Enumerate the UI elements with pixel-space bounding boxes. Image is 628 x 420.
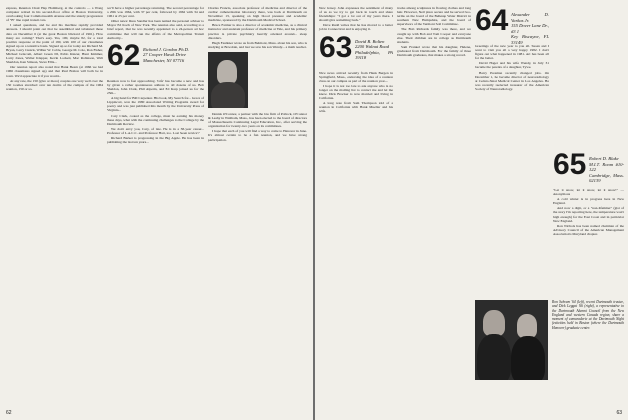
person-left-face bbox=[483, 310, 505, 336]
paragraph: New Jersey. John expresses the sentiment of many of us as we try to get back in touch and share friendships: "I got a lot out of my years there. I should give something back." bbox=[319, 6, 393, 23]
paragraph: Richard Barker is progressing in the Big Apple. He has been in publishing the last ten years... bbox=[107, 135, 204, 145]
page-number: 62 bbox=[6, 410, 12, 416]
class-heading-62 bbox=[107, 38, 204, 77]
paragraph: Our reunion report also noted that Hank Bearn (at 1966 we had 1966 classmates signed up) and that Paul Bolton will both be in town. We'd appreciate it if you would... bbox=[6, 65, 103, 78]
right-column-1 bbox=[319, 6, 393, 115]
right-column-3 bbox=[475, 6, 549, 92]
paragraph: The Bob Richards family was there, and we caught up with Bob and Tom Cooper and everyone else. Their children are in college as Dartmouth students. bbox=[397, 27, 471, 44]
class-number: 64 bbox=[475, 4, 509, 37]
photo-wrapper bbox=[208, 50, 307, 112]
paragraph: A big hand for Bill Carpenter. His book, My Search for... Grace of Lippincott, won the 1980 Associated Writing Programs award for poetry and was just published this month by the University Press of Virginia... bbox=[107, 96, 204, 113]
left-column-3 bbox=[208, 6, 307, 143]
paragraph: Sam Frankel wrote that his daughter, Helene, graduated from Dartmouth. For the family of three Dartmouth graduates, that makes a strong record. bbox=[397, 44, 471, 58]
class-number: 65 bbox=[553, 148, 587, 181]
paragraph: A cold winter is in progress here in New England. bbox=[553, 197, 624, 206]
class-heading-63 bbox=[319, 30, 393, 69]
left-column-2 bbox=[107, 6, 204, 145]
class-secretary-city: Cambridge, Mass. 02139 bbox=[589, 172, 624, 184]
class-secretary-address: 155 Dover Lane Dr., #3 1 bbox=[511, 23, 549, 34]
portrait-face bbox=[217, 60, 237, 84]
paragraph: we'll have a higher percentage returning. The second percentage for a 20th was 1964, with 37 per cent, followed by 1962 with 34 and 1961 at 25 per cent. bbox=[107, 6, 204, 19]
paragraph: I hope that each of you will find a way to come to Hanover in June. It's almost certain to be a fun reunion, and we have strong participation. bbox=[208, 129, 307, 142]
class-secretary-info bbox=[511, 12, 549, 46]
paragraph: I hope it is not too late to ask anyone who is no longer on the mailing list to contact me and let me know. Dick Brocker is now married and living in California. bbox=[319, 83, 393, 101]
right-page bbox=[315, 0, 628, 420]
paragraph: Barry Presman recently changed jobs. On December 1, he became director of neuroradiology at Cedars-Sinai Medical Center in Los Angeles. He was recently reelected treasurer of the American Society of Neuroradiology. bbox=[475, 70, 549, 91]
left-column-1 bbox=[6, 6, 103, 92]
class-number: 62 bbox=[107, 38, 141, 72]
paragraph: Bruce Farmer is also a director of academic medicine, as a clinical instructor and assistant professor of medicine at Yale, and his primary practice is private psychiatry heavily oriented around... sleep disorders. bbox=[208, 23, 307, 40]
class-secretary-info bbox=[589, 156, 624, 184]
paragraph: Greetings of the new year to you all. Susan and I went to visit you all a very happy 1982. I don't figure out what happened in 1981. Art has been all for the better. bbox=[475, 44, 549, 61]
class-secretary-city: Key Biscayne, FL 33149 bbox=[511, 34, 549, 45]
paragraph: At any rate, the 150 (give or more) couples one very well over the 150 roomes stretched over ten dorms of the campus of the 1964 reunion, 150 or so. bbox=[6, 78, 103, 91]
portrait-suit bbox=[211, 82, 245, 108]
photo-caption: Ron Schram '64 (left), recent Dartmouth trustee, and Dick Leggat '66 (right), a representative to the Dartmouth Alumni Council from the New England and western Canada region, share a moment of camaraderie at the Dartmouth Night festivities held in Boston (where the Dartmouth Hanover) graduate center. bbox=[552, 300, 624, 330]
paragraph: Hugh Faulkner wrote us from Belmont, Mass. about his son, who is studying at Bowdoin, and last we saw his son Wendy... a math teacher. bbox=[208, 40, 307, 49]
class-secretary-name: Alexander D. Varkas Jr. bbox=[511, 12, 549, 23]
paragraph: Nice news arrived recently from Hank Bergen in Springfield, Mass., endorsing the idea of a reunion class on our campus as part of the reunion year.... bbox=[319, 70, 393, 83]
left-page bbox=[0, 0, 313, 420]
class-secretary-info bbox=[143, 47, 189, 64]
class-secretary-info bbox=[355, 39, 393, 61]
paragraph: Charles Francis, associate professor of medicine and director of the cardiac catheterization laboratory there, was back at Dartmouth on November 13, speaking on high blood pressure and academic medicine, sponsored by the Dartmouth Medical School. bbox=[208, 6, 307, 23]
paragraph: Ron Nichols has been named chairman of the Advisory Council of the American Management Association's Maryland chapter. bbox=[553, 223, 624, 236]
paragraph: Reunion now is fast approaching. 'Life' has become a new and has by given a rather spontaneous address to all dozens of us. Bob Sheldon, John Clark, Phil Alperin, and Ed Karp joined us for the 25th... bbox=[107, 78, 204, 96]
paragraph: A long note from Sam Thompson told of a reunion in California with Hank Mueller and his wife. bbox=[319, 101, 393, 114]
right-column-2 bbox=[397, 6, 471, 58]
paragraph: Cary Clark, coated as the college, must be earning his money these days, what with the continuing challenges to the College by the Dartmouth Review. bbox=[107, 113, 204, 126]
class-number: 63 bbox=[319, 30, 353, 64]
page-number: 63 bbox=[616, 410, 622, 416]
class-secretary-city: Manchester, NJ 07716 bbox=[143, 57, 185, 63]
paragraph: We don't envy you, Cary, of late. He is in a 38-year career... Professor of L.A.C.C. and Professor Hart, too. Lost 'keen novice'? bbox=[107, 126, 204, 135]
class-heading-64 bbox=[475, 4, 549, 45]
paragraph: tracks among sculptures in flowing clothes and long hair. However, Neil place secure and he served two-terms on the board of the Belknap Water District in southern New Hampshire, and the board of supervisors of the Vermont Soil Committee. bbox=[397, 6, 471, 27]
right-column-5-lower bbox=[553, 150, 624, 237]
paragraph: Other news: Russ Sandler has been named the personal adviser to Mayor Ed Koch of New York. The reunion also said, according to a brief report, that he was recently appointed to a 24-person ad hoc committee that will run the affairs of the Metropolitan Transit Authority... bbox=[107, 19, 204, 40]
class-secretary-address: 2200 Walnut Road bbox=[355, 44, 390, 50]
paragraph: "Let it snow, let it snow, let it snow!" — Anonymous bbox=[553, 188, 624, 197]
paragraph: I asked questions, and he and his machine rapidly provided answers. I should point out that he assembled and tabulated these data on December 6 (at the great Boston blizzard of 1961). How many are coming? That's easy. Yes, 100, maybe 82, for a total positive response at the point of 190, with 100 of our classmates signed up on a tentative basis. Signed up so far today are Richard M. Bryan, Larry Cusick, Wilbur W. Coble, George M. Cole, Ron Fisher, Michael Griscom, Albert Green III, Pablo Kinzer, Hunt Kimmer, Larry Jones, Walter Klepper, Kevin Lockett, Mac Robinson, Walt Sheridan, Ken Stinson, Steve Ellis... bbox=[6, 23, 103, 65]
person-left-suit bbox=[477, 334, 511, 380]
paragraph: David Hager and his wife Wendy, in July 31 became the parents of a daughter, Tywe. bbox=[475, 61, 549, 70]
class-secretary-city: Philadelphia, PA 19118 bbox=[355, 49, 393, 61]
paragraph: Dave Rudd writes that he has moved to a better job in Connecticut and is enjoying it. bbox=[319, 23, 393, 32]
class-secretary-name: Robert D. Blake bbox=[589, 156, 619, 161]
paragraph: Dennis O'Connor, a partner with the law firm of Pollock, O'Connor & Leahy in Waltham, Mass., has been elected to the board of directors of Massachusetts Continuing Legal Education, Inc., after serving the organization for twenty-two years on its committees. bbox=[208, 111, 307, 129]
paragraph: express, Reunion Chair Hap Holmberg, at the controls — a Wong computer retired in his second-floor office at Boston University, overlooking four Commonwealth Avenue and the stately progression of "B" line rapid transit cars. bbox=[6, 6, 103, 23]
portrait-photo bbox=[208, 52, 248, 108]
class-secretary-address: 27 Cooper Hawk Drive bbox=[143, 52, 186, 58]
group-photo bbox=[475, 300, 548, 380]
paragraph: And now a digit, or a "non-lifetimer" (gist of the story I'm reporting here, the temperature won't high enough) for the East Coast and in particular New England. bbox=[553, 206, 624, 223]
class-heading-65 bbox=[553, 150, 624, 186]
person-right-suit bbox=[511, 336, 545, 380]
person-right-face bbox=[517, 314, 537, 338]
class-secretary-address: M.I.T. Room #10-122 bbox=[589, 161, 624, 173]
class-secretary-name: Richard J. Gordon Ph.D. bbox=[143, 46, 190, 52]
class-secretary-name: David B. Bolten bbox=[355, 38, 385, 44]
